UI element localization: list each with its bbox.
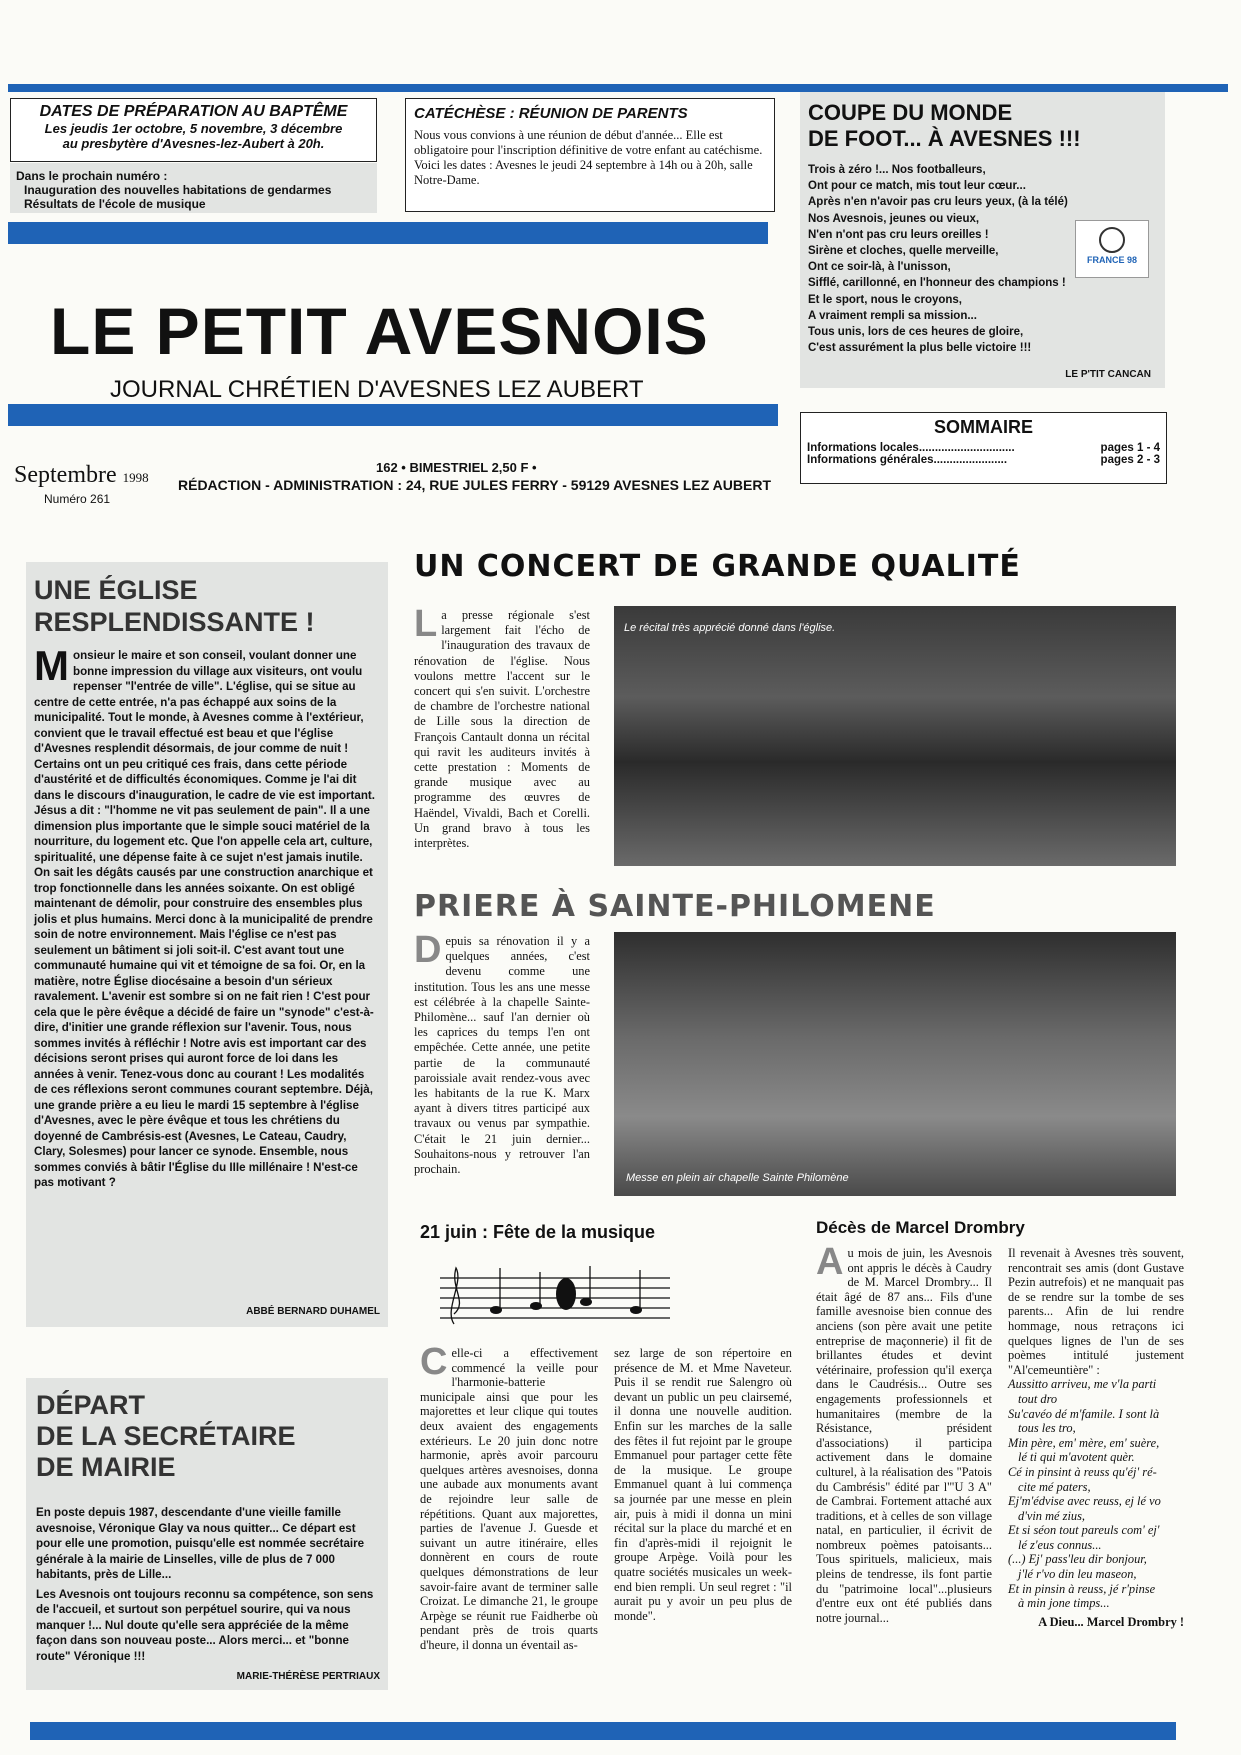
deces-col-1: [816, 1241, 992, 1625]
poem-line: (...) Ej' pass'leu dir bonjour,: [1008, 1552, 1147, 1567]
poem-line: Et si séon tout pareuls com' ej': [1008, 1523, 1160, 1538]
issue-month: Septembre: [14, 462, 117, 488]
issue-price: 162 • BIMESTRIEL 2,50 F •: [376, 460, 537, 475]
musique-text-1: elle-ci a effectivement commencé la veille pour l'harmonie-batterie municipale ainsi que pour les majorettes et leur clique qui toutes deux avaient des engagements extérieurs. Le 20 juin donc notre harmonie, après avoir parcouru quelques artères avesnoises, donna une aubade aux monuments avant de rejoindre leur salle de répétitions. Quant aux majorettes, parties de l'avenue J. Guesde et suivant un autre itinéraire, elles donnèrent en cours de route quelques démonstrations de leur savoir-faire avant de terminer salle Croizat. Le dimanche 21, le groupe Arpège se réunit rue Faidherbe où pendant près de trois quarts d'heure, il donna un éventail as-: [420, 1346, 598, 1652]
sommaire-pages: pages 2 - 3: [1100, 454, 1160, 466]
bapteme-title: DATES DE PRÉPARATION AU BAPTÊME: [39, 103, 348, 120]
deces-closing: A Dieu... Marcel Drombry !: [1038, 1614, 1184, 1629]
coupe-poem-line: Trois à zéro !... Nos footballeurs,: [808, 164, 986, 176]
concert-text: a presse régionale s'est largement fait l'écho de l'inauguration des travaux de rénovation de l'église. Nous voulons mettre l'accent sur le concert qui s'en suivit. L'orchestre de chambre de l'orchestre national de Lille sous la direction de François Cantault donna un récital qui ravit les auditeurs invités à cette prestation : Moments de grande musique avec au programme des œuvres de Haëndel, Vivaldi, Bach et Corelli. Un grand bravo à tous les interprètes.: [414, 608, 590, 851]
catechese-text: Nous vous convions à une réunion de début d'année... Elle est obligatoire pour l'inscription définitive de votre enfant au catéchisme. Voici les dates : Avesnes le jeudi 24 septembre à 14h ou à 20h, salle Notre-Dame.: [414, 128, 763, 187]
coupe-poem-line: Ont ce soir-là, à l'unisson,: [808, 261, 951, 274]
priere-text: epuis sa rénovation il y a quelques années, c'est devenu comme une institution. Tous les ans une messe est célébrée à la chapelle Sainte-Philomène... sauf l'an dernier où les caprices du temps l'en ont empêchée. Cette année, une petite partie de la communauté paroissiale avait rendez-vous avec les habitants de la rue K. Marx ayant à divers titres participé aux travaux ou venus par sympathie. C'était le 21 juin dernier... Souhaitons-nous y retrouver l'an prochain.: [414, 934, 590, 1177]
deces-poem: [1008, 1377, 1184, 1611]
poem-line: lé z'eus connus...: [1018, 1537, 1102, 1552]
depart-signature: MARIE-THÉRÈSE PERTRIAUX: [236, 1671, 380, 1682]
poem-line: Ej'm'édvise avec reuss, ej lé vo: [1008, 1494, 1161, 1509]
sommaire-label: Informations générales: [807, 454, 934, 466]
deces-title: Décès de Marcel Drombry: [816, 1218, 1025, 1237]
coupe-title-2: DE FOOT... À AVESNES !!!: [808, 126, 1081, 151]
coupe-poem-line: Et le sport, nous le croyons,: [808, 293, 963, 306]
coupe-poem-line: Tous unis, lors de ces heures de gloire,: [808, 326, 1024, 339]
poem-line: j'lé r'vo din leu maseon,: [1018, 1567, 1137, 1582]
musique-dropcap: C: [420, 1341, 448, 1383]
coupe-poem-line: Nos Avesnois, jeunes ou vieux,: [808, 212, 980, 225]
poem-line: à min jone timps...: [1018, 1596, 1110, 1611]
poem-line: d'vin mé zius,: [1018, 1508, 1086, 1523]
issue-year: 1998: [122, 470, 149, 485]
eglise-text: onsieur le maire et son conseil, voulant donner une bonne impression du village aux visiteurs, ont voulu repenser "l'entrée de ville". L'église, qui se situe au centre de cette entrée, n'a pas échappé aux soins de la municipalité. Tout le monde, à Avesnes comme à l'extérieur, convient que le travail effectué est beau et que l'église d'Avesnes resplendit désormais, de jour comme de nuit ! Certains ont un peu critiqué ces frais, dans cette période d'austérité et de difficultés économiques. Comme je l'ai dit dans le discours d'inauguration, le cadre de vie est important. Jésus a dit : "l'homme ne vit pas seulement de pain". Il a une dimension plus importante que le simple souci matériel de la nourriture, du logement etc. Que l'on appelle cela art, culture, spiritualité, une dépense faite à ce sujet n'est jamais inutile. On sait les dégâts causés par une construction anarchique et trop fonctionnelle dans les années soixante. On est obligé maintenant de démolir, pour construire des ensembles plus jolis et plus humains. Merci donc à la municipalité de prendre soin de notre environnement. Mais l'église ce n'est pas seulement un bâtiment si joli soit-il. C'est avant tout une communauté humaine qui vit et témoigne de sa foi. Or, en la matière, notre Église diocésaine a besoin d'un sérieux ravalement. L'avenir est sombre si on ne fait rien ! C'est pour cela que le père évêque a décidé de faire un "synode" c'est-à-dire, d'initier une grande réflexion sur l'avenir. Tous, nous sommes invités à réfléchir ! Notre avis est important car des décisions seront prises qui auront force de loi dans les années à venir. Tenez-vous donc au courant ! Les modalités de ces réflexions seront communes courant septembre. Déjà, une grande prière a eu lieu le mardi 15 septembre à l'église d'Avesnes, avec le père évêque et tous les chrétiens du doyenné de Cambrésis-est (Avesnes, Le Cateau, Caudry, Clary, Solesmes) pour lancer ce synode. Ensemble, nous sommes conviés à bâtir l'Église du IIIe millénaire ! N'est-ce pas motivant ?: [34, 649, 375, 1189]
poem-line: Et in pinsin à reuss, jé r'pinse: [1008, 1581, 1156, 1596]
coupe-poem-line: C'est assurément la plus belle victoire !!!: [808, 342, 1032, 355]
sommaire-box: [800, 412, 1167, 484]
poem-line: Min père, em' mère, em' suère,: [1008, 1435, 1160, 1450]
eglise-body: [34, 642, 380, 1191]
poem-line: Cé in pinsint à reuss qu'éj' ré-: [1008, 1464, 1157, 1479]
priere-title: PRIERE À SAINTE-PHILOMENE: [414, 889, 936, 924]
bapteme-line1: Les jeudis 1er octobre, 5 novembre, 3 décembre: [44, 121, 343, 136]
musique-col-2: [614, 1346, 792, 1623]
prochain-item-2: Résultats de l'école de musique: [24, 197, 206, 211]
poem-line: lé ti qui m'avotent quèr.: [1018, 1450, 1135, 1465]
depart-box: [26, 1378, 388, 1690]
prochain-item-1: Inauguration des nouvelles habitations de gendarmes: [24, 183, 332, 197]
coupe-box: [800, 92, 1165, 388]
concert-body: [414, 603, 590, 851]
coupe-poem-line: N'en n'ont pas cru leurs oreilles !: [808, 228, 989, 241]
blue-band-top: [8, 222, 768, 244]
sommaire-list: [807, 442, 1160, 466]
deces-text-2: Il revenait à Avesnes très souvent, rencontrait ses amis (dont Gustave Pezin autrefois) et ne manquait pas de se rendre sur la tombe de ses parents... Afin de lui rendre hommage, nous retraçons ici quelques lignes de l'un de ses poèmes intitulé justement "Al'cemeuntière" :: [1008, 1246, 1184, 1377]
issue-number: Numéro 261: [44, 492, 111, 506]
depart-title-2: DE LA SECRÉTAIRE: [36, 1421, 296, 1451]
poem-line: tout dro: [1018, 1391, 1058, 1406]
sommaire-pages: pages 1 - 4: [1100, 442, 1160, 454]
concert-dropcap: L: [414, 603, 438, 645]
deces-text-1: u mois de juin, les Avesnois ont appris le décès à Caudry de M. Marcel Drombry... Il était âgé de 87 ans... Fils d'une famille avesnoise bien connue des anciens (son père avait une petite entreprise de maçonnerie) il fit de brillantes études et devint vétérinaire, profession qu'il exerça dans le Caudrésis... Outre ses engagements professionnels et humanitaires (membre de la Résistance, président d'associations) il participa activement dans le domaine culturel, à la réalisation des "Patois du Cambrésis" édité par l'"U 3 A" de Cambrai. Fortement attaché aux traditions, et à celles de son village natal, en particulier, il écrivit de nombreux poèmes patoisants... Tous spirituels, malicieux, mais pleins de tendresse, ils font partie du "patrimoine local"...plusieurs d'entre eux ont été publiés dans notre journal...: [816, 1246, 992, 1625]
soccer-ball-icon: [1099, 227, 1125, 253]
catechese-box: [405, 98, 775, 212]
sommaire-title: SOMMAIRE: [934, 417, 1033, 437]
depart-text-2: Les Avesnois ont toujours reconnu sa compétence, son sens de l'accueil, et surtout son perpétuel sourire, qui va nous manquer !... Nul doute qu'elle sera appréciée de la même façon dans son nouveau poste... Alors merci... et "bonne route" Véronique !!!: [36, 1587, 374, 1663]
logo-text: FRANCE 98: [1086, 255, 1137, 265]
deces-dropcap: A: [816, 1241, 844, 1283]
coupe-poem-line: Sirène et cloches, quelle merveille,: [808, 245, 999, 258]
issue-date: [14, 462, 149, 491]
depart-title-3: DE MAIRIE: [36, 1452, 176, 1482]
coupe-poem-line: Sifflé, carillonné, en l'honneur des champions !: [808, 277, 1066, 290]
poem-line: Aussitto arriveu, me v'la parti: [1008, 1377, 1157, 1392]
priere-caption: Messe en plein air chapelle Sainte Philomène: [626, 1172, 849, 1184]
deces-col-2: [1008, 1246, 1184, 1629]
music-staff-icon: [440, 1258, 700, 1334]
france98-logo: [1075, 220, 1149, 278]
depart-title-1: DÉPART: [36, 1390, 146, 1420]
bapteme-box: [10, 98, 377, 162]
bapteme-line2: au presbytère d'Avesnes-lez-Aubert à 20h.: [62, 136, 325, 151]
sommaire-dots: .......................: [933, 454, 1008, 466]
concert-photo: [614, 606, 1176, 866]
masthead-title: LE PETIT AVESNOIS: [50, 294, 709, 368]
coupe-poem-line: A vraiment rempli sa mission...: [808, 309, 977, 322]
coupe-poem-line: Après n'en n'avoir pas cru leurs yeux, (à la télé): [808, 196, 1068, 209]
blue-band-masthead: [8, 404, 778, 426]
blue-band-bottom: [30, 1722, 1176, 1740]
issue-address: RÉDACTION - ADMINISTRATION : 24, RUE JULES FERRY - 59129 AVESNES LEZ AUBERT: [178, 477, 772, 493]
priere-body: [414, 929, 590, 1177]
sommaire-row[interactable]: [807, 454, 1160, 466]
poem-line: Su'cavéo dé m'famile. I sont là: [1008, 1406, 1160, 1421]
eglise-title-1: UNE ÉGLISE: [34, 575, 198, 605]
poem-line: cite mé paters,: [1018, 1479, 1091, 1494]
concert-caption: Le récital très apprécié donné dans l'église.: [624, 622, 836, 634]
eglise-title-2: RESPLENDISSANTE !: [34, 607, 315, 637]
coupe-signature: LE P'TIT CANCAN: [1065, 369, 1151, 380]
sommaire-dots: ..............................: [918, 442, 1015, 454]
eglise-dropcap: M: [34, 642, 69, 689]
coupe-title-1: COUPE DU MONDE: [808, 100, 1013, 125]
prochain-numero: [10, 163, 377, 213]
sommaire-label: Informations locales: [807, 442, 919, 454]
musique-col-1: [420, 1341, 598, 1652]
coupe-poem-line: Ont pour ce match, mis tout leur cœur...: [808, 180, 1026, 193]
priere-photo: [614, 932, 1176, 1196]
depart-text-1: En poste depuis 1987, descendante d'une vieille famille avesnoise, Véronique Glay va nous quitter... Ce départ est pour elle une promotion, puisqu'elle est nommée secrétaire générale à la mairie de Linselles, ville de plus de 7 000 habitants, près de Lille...: [36, 1506, 365, 1581]
priere-dropcap: D: [414, 929, 442, 971]
sommaire-row[interactable]: [807, 442, 1160, 454]
poem-line: tous les tro,: [1018, 1421, 1076, 1436]
concert-title: UN CONCERT DE GRANDE QUALITÉ: [414, 549, 1021, 584]
top-blue-rule: [8, 84, 1228, 92]
masthead-subtitle: JOURNAL CHRÉTIEN D'AVESNES LEZ AUBERT: [110, 376, 644, 403]
eglise-signature: ABBÉ BERNARD DUHAMEL: [246, 1306, 380, 1317]
prochain-title: Dans le prochain numéro :: [16, 169, 168, 183]
musique-title: 21 juin : Fête de la musique: [420, 1222, 656, 1242]
musique-text-2: sez large de son répertoire en présence de M. et Mme Naveteur. Puis il se rendit rue Salengro où devant un public un peu clairsemé, il donna une nouvelle audition. Enfin sur les marches de la salle des fêtes il fut rejoint par le groupe Emmanuel pour partager cette fête de la musique. Le groupe Emmanuel quant à lui commença sa journée par une messe en plein air, puis à midi il donna un mini récital sur la place du marché et en fin d'après-midi il rejoignit le groupe Arpège. Voilà pour les quatre sociétés musicales un week-end bien rempli. Un seul regret : "il aurait pu y avoir un peu plus de monde".: [614, 1346, 792, 1623]
eglise-box: [26, 562, 388, 1327]
catechese-title: CATÉCHÈSE : RÉUNION DE PARENTS: [414, 105, 688, 122]
